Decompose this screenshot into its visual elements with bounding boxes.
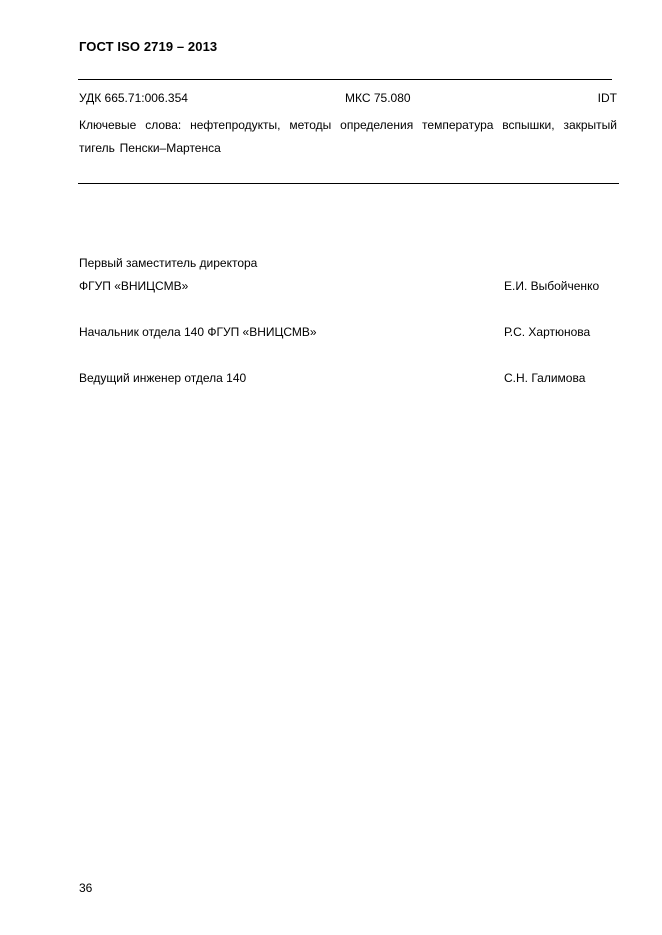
department-head-title: Начальник отдела 140 ФГУП «ВНИЦСМВ» bbox=[79, 325, 317, 339]
first-deputy-name: Е.И. Выбойченко bbox=[504, 279, 600, 293]
udk-code: УДК 665.71:006.354 bbox=[79, 91, 188, 105]
first-deputy-title-line2: ФГУП «ВНИЦСМВ» bbox=[79, 279, 189, 293]
lead-engineer-name: С.Н. Галимова bbox=[504, 371, 586, 385]
document-header-title: ГОСТ ISO 2719 – 2013 bbox=[79, 39, 218, 54]
section-divider-line bbox=[78, 183, 619, 184]
lead-engineer-title: Ведущий инженер отдела 140 bbox=[79, 371, 247, 385]
first-deputy-title-line1: Первый заместитель директора bbox=[79, 256, 258, 270]
header-divider-line bbox=[78, 79, 612, 80]
classification-row bbox=[79, 91, 617, 107]
department-head-name: Р.С. Хартюнова bbox=[504, 325, 591, 339]
page-number: 36 bbox=[79, 881, 93, 895]
keywords-paragraph: Ключевые слова: нефтепродукты, методы определения температура вспышки, закрытый тигель Пенски–Мартенса bbox=[79, 118, 617, 155]
idt-label: IDT bbox=[597, 91, 617, 105]
mks-code: МКС 75.080 bbox=[345, 91, 411, 105]
